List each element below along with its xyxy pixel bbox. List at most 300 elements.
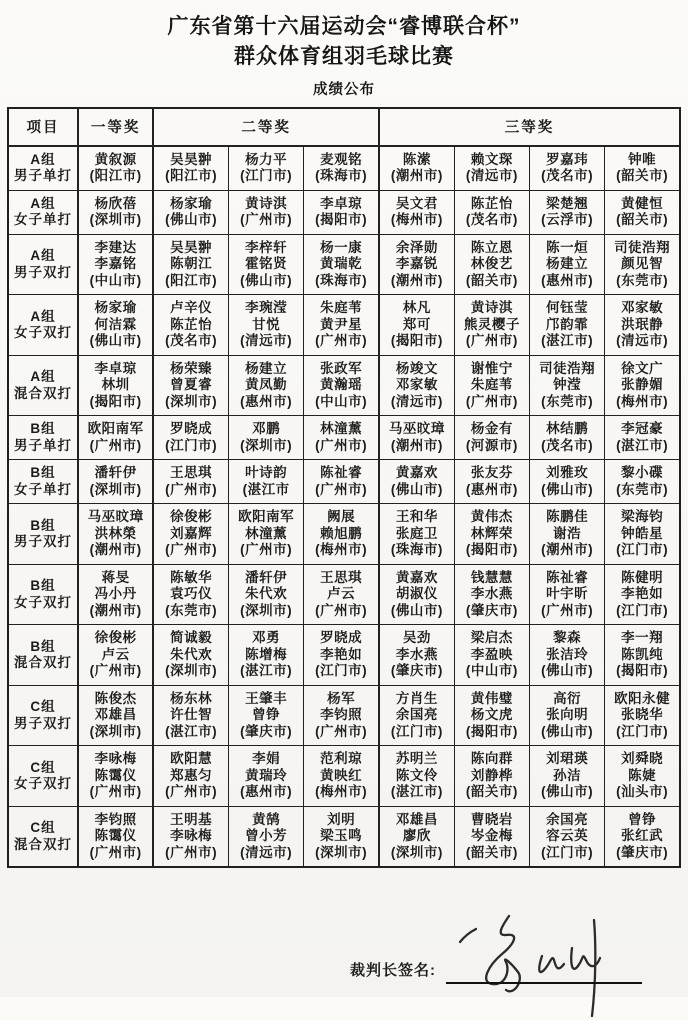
cell-line: (湛江市) — [165, 723, 218, 739]
event-cell — [8, 806, 78, 867]
first-prize-cell — [78, 295, 153, 356]
cell-line: 林结鹏 — [546, 421, 589, 437]
cell-line: (梅州市) — [616, 393, 669, 409]
cell-line: 黎小碟 — [621, 465, 664, 481]
cell-line: (惠州市) — [541, 272, 594, 288]
cell-line: (潮州市) — [89, 542, 142, 558]
cell-line: (江门市) — [616, 602, 669, 618]
third-prize-cell — [530, 746, 605, 807]
cell-line: 杨竣文 — [395, 360, 438, 376]
cell-line: (江门市) — [616, 723, 669, 739]
second-prize-cell — [229, 146, 304, 191]
cell-line: 杨东林 — [170, 690, 213, 706]
cell-line: 陈增梅 — [245, 646, 288, 662]
cell-line: 洪珉静 — [621, 316, 664, 332]
cell-line: (东莞市) — [616, 481, 669, 497]
cell-line: 男子单打 — [14, 437, 72, 453]
third-prize-cell — [605, 460, 680, 504]
table-row — [8, 460, 680, 504]
third-prize-cell — [454, 806, 529, 867]
second-prize-cell — [304, 746, 379, 807]
cell-line: 黄诗淇 — [245, 195, 288, 211]
third-prize-cell — [454, 685, 529, 746]
cell-line: (珠海市) — [315, 168, 368, 184]
cell-line: (江门市) — [165, 437, 218, 453]
third-prize-cell — [530, 504, 605, 565]
cell-line: 陈向群 — [470, 751, 513, 767]
cell-line: B组 — [30, 465, 56, 481]
cell-line: 马巫旼璋 — [388, 421, 445, 437]
cell-line: (深圳市) — [89, 723, 142, 739]
cell-line: 李水燕 — [470, 586, 513, 602]
third-prize-cell — [379, 295, 454, 356]
cell-line: 李嘉铭 — [94, 256, 137, 272]
cell-line: 麦观铭 — [320, 151, 363, 167]
cell-line: 杨家瑜 — [94, 300, 137, 316]
cell-line: 钱慧慧 — [470, 569, 513, 585]
cell-line: 陈芷怡 — [470, 195, 513, 211]
third-prize-cell — [454, 460, 529, 504]
cell-line: 司徒浩翔 — [539, 360, 596, 376]
first-prize-cell — [78, 234, 153, 295]
cell-line: (茂名市) — [541, 437, 594, 453]
cell-line: 黄瑞乾 — [320, 256, 363, 272]
third-prize-cell — [454, 504, 529, 565]
cell-line: 李娟 — [252, 751, 281, 767]
cell-line: (江门市) — [390, 723, 443, 739]
cell-line: (茂名市) — [165, 333, 218, 349]
cell-line: (江门市) — [240, 168, 293, 184]
first-prize-cell — [78, 806, 153, 867]
table-row — [8, 504, 680, 565]
cell-line: 男子双打 — [14, 534, 72, 550]
cell-line: 杨一康 — [320, 239, 363, 255]
second-prize-cell — [304, 806, 379, 867]
signature-line — [446, 982, 642, 984]
cell-line: 曹晓岩 — [470, 811, 513, 827]
cell-line: (阳江市) — [165, 272, 218, 288]
third-prize-cell — [454, 234, 529, 295]
cell-line: (东莞市) — [165, 602, 218, 618]
cell-line: (揭阳市) — [315, 212, 368, 228]
cell-line: 女子双打 — [14, 325, 72, 341]
cell-line: (茂名市) — [541, 168, 594, 184]
cell-line: 吴文君 — [395, 195, 438, 211]
cell-line: 张晓华 — [621, 707, 664, 723]
second-prize-cell — [153, 295, 228, 356]
cell-line: (湛江市) — [240, 663, 293, 679]
cell-line: 许仕智 — [170, 707, 213, 723]
cell-line: 容云英 — [546, 828, 589, 844]
cell-line: A组 — [30, 195, 56, 211]
cell-line: (深圳市) — [89, 481, 142, 497]
third-prize-cell — [530, 234, 605, 295]
cell-line: 混合双打 — [14, 836, 72, 852]
cell-line: 混合双打 — [14, 385, 72, 401]
cell-line: 邓勇 — [252, 630, 281, 646]
cell-line: (肇庆市) — [240, 723, 293, 739]
second-prize-cell — [229, 295, 304, 356]
third-prize-cell — [454, 355, 529, 416]
cell-line: A组 — [30, 151, 56, 167]
cell-line: (潮州市) — [390, 437, 443, 453]
third-prize-cell — [454, 146, 529, 191]
results-table — [7, 107, 681, 869]
cell-line: 女子双打 — [14, 776, 72, 792]
second-prize-cell — [304, 355, 379, 416]
cell-line: 简诚毅 — [170, 630, 213, 646]
cell-line: 王明基 — [170, 811, 213, 827]
first-prize-cell — [78, 746, 153, 807]
second-prize-cell — [229, 564, 304, 625]
cell-line: (深圳市) — [240, 602, 293, 618]
third-prize-cell — [530, 685, 605, 746]
cell-line: 徐文广 — [621, 360, 664, 376]
cell-line: 方肖生 — [395, 690, 438, 706]
second-prize-cell — [153, 685, 228, 746]
cell-line: (广州市) — [89, 784, 142, 800]
cell-line: 朱代欢 — [170, 646, 213, 662]
cell-line: 余国亮 — [395, 707, 438, 723]
second-prize-cell — [153, 190, 228, 234]
cell-line: 卢云 — [101, 646, 130, 662]
cell-line: 陈文伶 — [395, 767, 438, 783]
cell-line: (揭阳市) — [390, 333, 443, 349]
cell-line: 朱庭苇 — [320, 300, 363, 316]
third-prize-cell — [379, 746, 454, 807]
cell-line: (佛山市) — [240, 272, 293, 288]
event-cell — [8, 355, 78, 416]
cell-line: 钟皓星 — [621, 525, 664, 541]
cell-line: 罗嘉玮 — [546, 151, 589, 167]
cell-line: 李艳如 — [621, 586, 664, 602]
cell-line: 钟唯 — [628, 151, 657, 167]
second-prize-cell — [304, 295, 379, 356]
third-prize-cell — [605, 295, 680, 356]
third-prize-cell — [605, 564, 680, 625]
third-prize-cell — [454, 416, 529, 460]
cell-line: 陈敏华 — [170, 569, 213, 585]
cell-line: 徐俊彬 — [170, 509, 213, 525]
cell-line: 袁巧仪 — [170, 586, 213, 602]
second-prize-cell — [229, 234, 304, 295]
second-prize-cell — [153, 504, 228, 565]
cell-line: 杨金有 — [470, 421, 513, 437]
cell-line: 李咏梅 — [170, 828, 213, 844]
cell-line: 高衍 — [553, 690, 582, 706]
cell-line: (深圳市) — [165, 393, 218, 409]
event-cell — [8, 234, 78, 295]
third-prize-cell — [530, 416, 605, 460]
third-prize-cell — [454, 564, 529, 625]
cell-line: 陈婕 — [628, 767, 657, 783]
first-prize-cell — [78, 190, 153, 234]
cell-line: 李钧照 — [320, 707, 363, 723]
cell-line: (佛山市) — [89, 333, 142, 349]
second-prize-cell — [304, 416, 379, 460]
cell-line: (清远市) — [240, 844, 293, 860]
third-prize-cell — [454, 746, 529, 807]
second-prize-cell — [153, 234, 228, 295]
second-prize-cell — [153, 625, 228, 686]
table-header-row — [8, 108, 680, 146]
cell-line: 陈芷怡 — [170, 316, 213, 332]
cell-line: 李嘉锐 — [395, 256, 438, 272]
table-row — [8, 234, 680, 295]
cell-line: (广州市) — [89, 437, 142, 453]
table-row — [8, 806, 680, 867]
event-cell — [8, 504, 78, 565]
cell-line: (韶关市) — [465, 844, 518, 860]
third-prize-cell — [530, 806, 605, 867]
third-prize-cell — [605, 355, 680, 416]
cell-line: (广州市) — [315, 602, 368, 618]
cell-line: 罗晓成 — [320, 630, 363, 646]
cell-line: (湛江市) — [541, 333, 594, 349]
cell-line: (揭阳市) — [465, 542, 518, 558]
cell-line: (珠海市) — [315, 272, 368, 288]
cell-line: 陈潆 — [402, 151, 431, 167]
cell-line: 何洁霖 — [94, 316, 137, 332]
cell-line: 陈祉睿 — [320, 465, 363, 481]
second-prize-cell — [304, 564, 379, 625]
third-prize-cell — [379, 416, 454, 460]
cell-line: 林潼薰 — [245, 525, 288, 541]
cell-line: 赖旭鹏 — [320, 525, 363, 541]
cell-line: C组 — [30, 699, 56, 715]
cell-line: 黄瀚瑶 — [320, 377, 363, 393]
cell-line: 谢惟宁 — [470, 360, 513, 376]
cell-line: 朱庭苇 — [470, 377, 513, 393]
third-prize-cell — [605, 190, 680, 234]
event-cell — [8, 460, 78, 504]
cell-line: 苏明兰 — [395, 751, 438, 767]
cell-line: (潮州市) — [89, 602, 142, 618]
cell-line: 林辉荣 — [470, 525, 513, 541]
cell-line: 刘雅玫 — [546, 465, 589, 481]
cell-line: (梅州市) — [315, 784, 368, 800]
cell-line: (江门市) — [616, 542, 669, 558]
table-row — [8, 625, 680, 686]
cell-line: 黄映红 — [320, 767, 363, 783]
third-prize-cell — [605, 146, 680, 191]
third-prize-cell — [605, 416, 680, 460]
event-cell — [8, 416, 78, 460]
cell-line: 吴昊翀 — [170, 151, 213, 167]
cell-line: (东莞市) — [616, 272, 669, 288]
cell-line: 徐俊彬 — [94, 630, 137, 646]
cell-line: 岑金梅 — [470, 828, 513, 844]
signature-area — [446, 928, 642, 988]
cell-line: 黄叙源 — [94, 151, 137, 167]
cell-line: 陈立恩 — [470, 239, 513, 255]
cell-line: B组 — [30, 578, 56, 594]
cell-line: (广州市) — [165, 481, 218, 497]
third-prize-cell — [454, 625, 529, 686]
third-prize-cell — [530, 355, 605, 416]
cell-line: 李卓琼 — [94, 360, 137, 376]
second-prize-cell — [304, 234, 379, 295]
cell-line: (佛山市) — [390, 481, 443, 497]
cell-line: 林凡 — [402, 300, 431, 316]
cell-line: 罗晓成 — [170, 421, 213, 437]
third-prize-cell — [379, 806, 454, 867]
cell-line: 阙展 — [327, 509, 356, 525]
cell-line: (江门市) — [541, 844, 594, 860]
cell-line: 余国亮 — [546, 811, 589, 827]
cell-line: 谢浩 — [553, 525, 582, 541]
cell-line: (潮州市) — [390, 272, 443, 288]
table-row — [8, 685, 680, 746]
cell-line: (中山市) — [465, 663, 518, 679]
cell-line: 王和华 — [395, 509, 438, 525]
cell-line: 李艳如 — [320, 646, 363, 662]
table-row — [8, 746, 680, 807]
cell-line: 陈朝江 — [170, 256, 213, 272]
cell-line: (江门市) — [315, 663, 368, 679]
cell-line: 曾夏睿 — [170, 377, 213, 393]
cell-line: (深圳市) — [89, 212, 142, 228]
cell-line: 叶宇昕 — [546, 586, 589, 602]
cell-line: 卢辛仪 — [170, 300, 213, 316]
table-row — [8, 564, 680, 625]
cell-line: (湛江市 — [242, 481, 290, 497]
cell-line: 司徒浩翔 — [614, 239, 671, 255]
first-prize-cell — [78, 625, 153, 686]
cell-line: 邓家敏 — [395, 377, 438, 393]
cell-line: (深圳市) — [390, 844, 443, 860]
cell-line: (韶关市) — [465, 784, 518, 800]
header-second-prize: 二等奖 — [153, 108, 379, 146]
cell-line: 陈霭仪 — [94, 767, 137, 783]
cell-line: 欧阳南军 — [238, 509, 295, 525]
cell-line: 黎森 — [553, 630, 582, 646]
table-row — [8, 355, 680, 416]
cell-line: 孙洁 — [553, 767, 582, 783]
cell-line: 李卓琼 — [320, 195, 363, 211]
cell-line: 张静媚 — [621, 377, 664, 393]
third-prize-cell — [605, 685, 680, 746]
cell-line: 李钧照 — [94, 811, 137, 827]
second-prize-cell — [153, 355, 228, 416]
third-prize-cell — [454, 190, 529, 234]
cell-line: (广州市) — [315, 723, 368, 739]
cell-line: 郑惠匀 — [170, 767, 213, 783]
cell-line: (湛江市) — [616, 437, 669, 453]
second-prize-cell — [304, 625, 379, 686]
cell-line: 梁楚翘 — [546, 195, 589, 211]
cell-line: 曾铮 — [628, 811, 657, 827]
cell-line: 张向明 — [546, 707, 589, 723]
cell-line: 张洁玲 — [546, 646, 589, 662]
cell-line: 蒋旻 — [101, 569, 130, 585]
cell-line: (广州市) — [165, 542, 218, 558]
results-tbody — [8, 146, 680, 868]
event-cell — [8, 685, 78, 746]
cell-line: (佛山市) — [541, 663, 594, 679]
second-prize-cell — [304, 504, 379, 565]
cell-line: 霍铭贤 — [245, 256, 288, 272]
cell-line: 杨文虎 — [470, 707, 513, 723]
page-subtitle: 成绩公布 — [313, 81, 375, 98]
second-prize-cell — [229, 504, 304, 565]
cell-line: 何钰莹 — [546, 300, 589, 316]
cell-line: 马巫旼璋 — [87, 509, 144, 525]
cell-line: (清远市) — [616, 333, 669, 349]
second-prize-cell — [153, 806, 228, 867]
third-prize-cell — [379, 460, 454, 504]
cell-line: 李建达 — [94, 239, 137, 255]
third-prize-cell — [530, 295, 605, 356]
cell-line: 杨欣蓓 — [94, 195, 137, 211]
referee-signature-image — [454, 912, 624, 1020]
third-prize-cell — [530, 190, 605, 234]
cell-line: (茂名市) — [465, 212, 518, 228]
cell-line: 叶诗韵 — [245, 465, 288, 481]
cell-line: (惠州市) — [465, 481, 518, 497]
cell-line: A组 — [30, 248, 56, 264]
cell-line: B组 — [30, 517, 56, 533]
cell-line: 男子双打 — [14, 715, 72, 731]
cell-line: 黄健恒 — [621, 195, 664, 211]
cell-line: 男子单打 — [14, 168, 72, 184]
third-prize-cell — [379, 504, 454, 565]
cell-line: (惠州市) — [240, 784, 293, 800]
cell-line: (广州市) — [240, 212, 293, 228]
third-prize-cell — [605, 234, 680, 295]
cell-line: 欧阳慧 — [170, 751, 213, 767]
first-prize-cell — [78, 146, 153, 191]
first-prize-cell — [78, 504, 153, 565]
third-prize-cell — [530, 564, 605, 625]
cell-line: (肇庆市) — [465, 602, 518, 618]
cell-line: 欧阳南军 — [87, 421, 144, 437]
event-cell — [8, 746, 78, 807]
cell-line: 林圳 — [101, 377, 130, 393]
second-prize-cell — [229, 746, 304, 807]
cell-line: 李琬滢 — [245, 300, 288, 316]
cell-line: (潮州市) — [541, 542, 594, 558]
third-prize-cell — [379, 685, 454, 746]
cell-line: 刘嘉辉 — [170, 525, 213, 541]
cell-line: 郑可 — [402, 316, 431, 332]
cell-line: 邓家敏 — [621, 300, 664, 316]
third-prize-cell — [530, 146, 605, 191]
second-prize-cell — [229, 625, 304, 686]
cell-line: (清远市) — [390, 393, 443, 409]
cell-line: 熊灵樱子 — [463, 316, 520, 332]
cell-line: 黄尹星 — [320, 316, 363, 332]
cell-line: 陈凯纯 — [621, 646, 664, 662]
first-prize-cell — [78, 460, 153, 504]
cell-line: (东莞市) — [541, 393, 594, 409]
cell-line: 李冠豪 — [621, 421, 664, 437]
cell-line: 范利琼 — [320, 751, 363, 767]
second-prize-cell — [229, 416, 304, 460]
cell-line: (深圳市) — [315, 844, 368, 860]
cell-line: 张友芬 — [470, 465, 513, 481]
cell-line: (佛山市) — [165, 212, 218, 228]
cell-line: B组 — [30, 638, 56, 654]
signature-footer — [0, 898, 688, 988]
cell-line: 黄嘉欢 — [395, 465, 438, 481]
cell-line: (揭阳市) — [616, 663, 669, 679]
cell-line: 吴劲 — [402, 630, 431, 646]
second-prize-cell — [229, 355, 304, 416]
cell-line: 余泽勋 — [395, 239, 438, 255]
cell-line: B组 — [30, 421, 56, 437]
cell-line: 赖文琛 — [470, 151, 513, 167]
